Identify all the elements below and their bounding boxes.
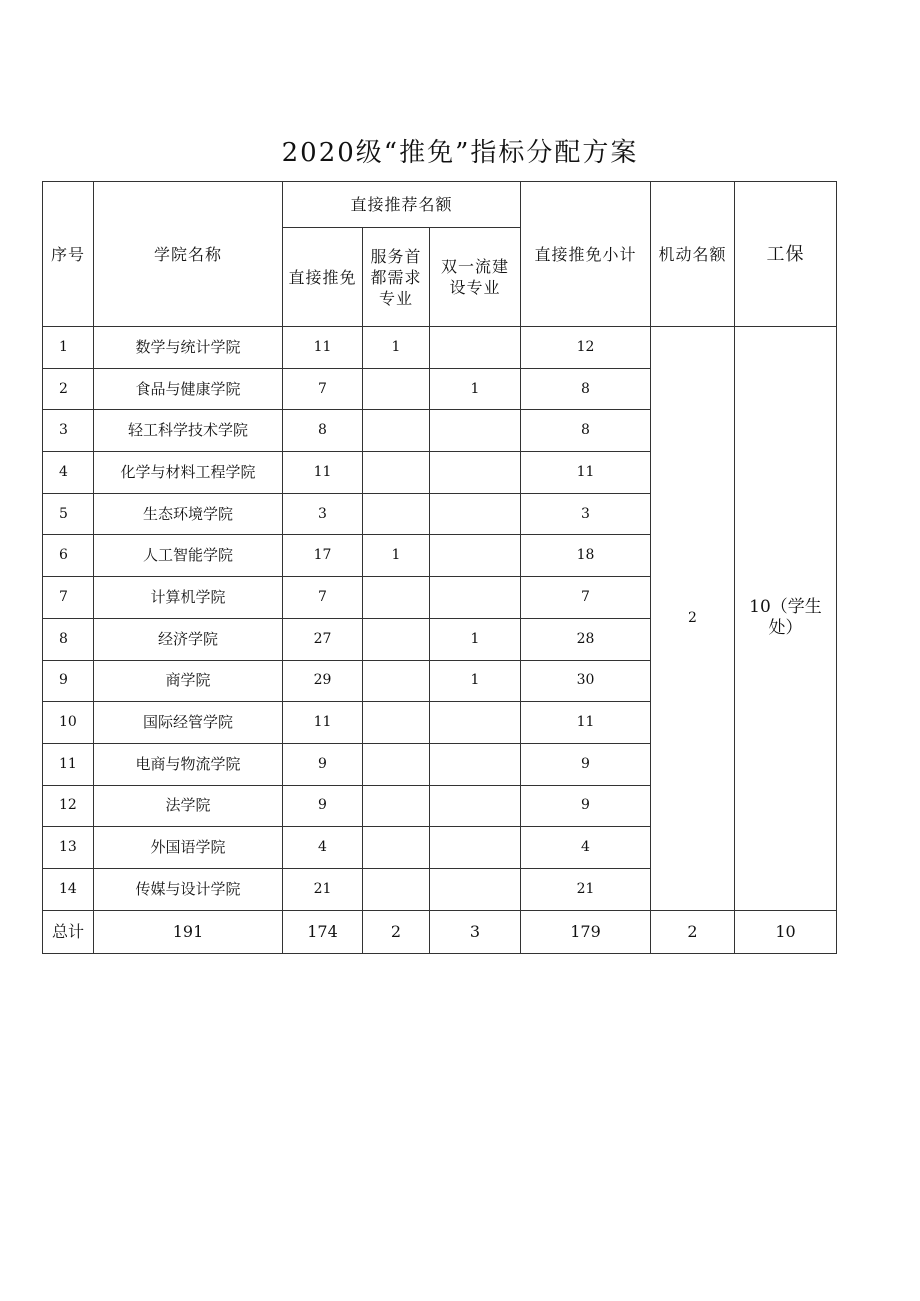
row-index: 3: [43, 410, 94, 452]
header-direct: 直接推免: [283, 228, 363, 327]
row-capital: [363, 452, 430, 494]
row-capital: [363, 785, 430, 827]
row-college: 经济学院: [94, 618, 283, 660]
row-double: [430, 868, 521, 910]
row-subtotal: 11: [521, 702, 651, 744]
header-capital: 服务首都需求专业: [363, 228, 430, 327]
row-index: 4: [43, 452, 94, 494]
row-index: 7: [43, 577, 94, 619]
row-capital: [363, 410, 430, 452]
table-row: [43, 327, 837, 369]
row-capital: [363, 827, 430, 869]
row-index: 2: [43, 368, 94, 410]
row-college: 计算机学院: [94, 577, 283, 619]
row-college: 轻工科学技术学院: [94, 410, 283, 452]
flexible-quota-merged: 2: [651, 327, 735, 911]
row-index: 10: [43, 702, 94, 744]
row-direct: 4: [283, 827, 363, 869]
row-direct: 9: [283, 785, 363, 827]
row-double: [430, 702, 521, 744]
row-subtotal: 28: [521, 618, 651, 660]
row-subtotal: 18: [521, 535, 651, 577]
row-double: 1: [430, 660, 521, 702]
row-index: 1: [43, 327, 94, 369]
row-direct: 3: [283, 493, 363, 535]
row-capital: [363, 493, 430, 535]
row-college: 法学院: [94, 785, 283, 827]
row-direct: 21: [283, 868, 363, 910]
row-capital: [363, 868, 430, 910]
row-double: [430, 743, 521, 785]
row-index: 11: [43, 743, 94, 785]
allocation-table: [42, 181, 837, 954]
row-college: 外国语学院: [94, 827, 283, 869]
total-college: 191: [94, 910, 283, 953]
row-college: 传媒与设计学院: [94, 868, 283, 910]
header-subtotal: 直接推免小计: [521, 182, 651, 327]
row-capital: 1: [363, 535, 430, 577]
total-double: 3: [430, 910, 521, 953]
row-direct: 11: [283, 702, 363, 744]
row-subtotal: 8: [521, 368, 651, 410]
row-double: 1: [430, 368, 521, 410]
row-double: [430, 535, 521, 577]
row-direct: 7: [283, 368, 363, 410]
row-index: 14: [43, 868, 94, 910]
row-subtotal: 30: [521, 660, 651, 702]
row-college: 国际经管学院: [94, 702, 283, 744]
row-double: 1: [430, 618, 521, 660]
row-subtotal: 11: [521, 452, 651, 494]
row-capital: [363, 743, 430, 785]
row-college: 食品与健康学院: [94, 368, 283, 410]
header-direct-group: 直接推荐名额: [283, 182, 521, 228]
row-index: 9: [43, 660, 94, 702]
row-college: 数学与统计学院: [94, 327, 283, 369]
row-college: 化学与材料工程学院: [94, 452, 283, 494]
header-double: 双一流建设专业: [430, 228, 521, 327]
header-flexible: 机动名额: [651, 182, 735, 327]
row-capital: [363, 660, 430, 702]
row-index: 6: [43, 535, 94, 577]
total-capital: 2: [363, 910, 430, 953]
row-subtotal: 9: [521, 743, 651, 785]
total-gongbao: 10: [735, 910, 837, 953]
row-college: 电商与物流学院: [94, 743, 283, 785]
header-gongbao: 工保: [735, 182, 837, 327]
row-capital: [363, 702, 430, 744]
row-index: 8: [43, 618, 94, 660]
row-direct: 17: [283, 535, 363, 577]
row-double: [430, 410, 521, 452]
gongbao-quota-merged: 10（学生处）: [735, 327, 837, 911]
row-double: [430, 327, 521, 369]
row-college: 生态环境学院: [94, 493, 283, 535]
row-college: 人工智能学院: [94, 535, 283, 577]
row-index: 5: [43, 493, 94, 535]
header-college: 学院名称: [94, 182, 283, 327]
row-double: [430, 452, 521, 494]
row-subtotal: 8: [521, 410, 651, 452]
row-direct: 9: [283, 743, 363, 785]
total-direct: 174: [283, 910, 363, 953]
row-college: 商学院: [94, 660, 283, 702]
row-double: [430, 827, 521, 869]
row-index: 12: [43, 785, 94, 827]
total-flexible: 2: [651, 910, 735, 953]
row-capital: [363, 577, 430, 619]
row-direct: 11: [283, 452, 363, 494]
row-subtotal: 4: [521, 827, 651, 869]
row-direct: 29: [283, 660, 363, 702]
row-direct: 11: [283, 327, 363, 369]
row-direct: 8: [283, 410, 363, 452]
row-subtotal: 21: [521, 868, 651, 910]
row-index: 13: [43, 827, 94, 869]
row-capital: 1: [363, 327, 430, 369]
total-subtotal: 179: [521, 910, 651, 953]
row-double: [430, 785, 521, 827]
row-subtotal: 7: [521, 577, 651, 619]
header-index: 序号: [43, 182, 94, 327]
row-capital: [363, 368, 430, 410]
page-title: 2020级“推免”指标分配方案: [281, 138, 639, 168]
row-subtotal: 9: [521, 785, 651, 827]
row-direct: 27: [283, 618, 363, 660]
total-label: 总计: [43, 910, 94, 953]
row-direct: 7: [283, 577, 363, 619]
row-double: [430, 493, 521, 535]
row-subtotal: 3: [521, 493, 651, 535]
row-double: [430, 577, 521, 619]
row-subtotal: 12: [521, 327, 651, 369]
row-capital: [363, 618, 430, 660]
